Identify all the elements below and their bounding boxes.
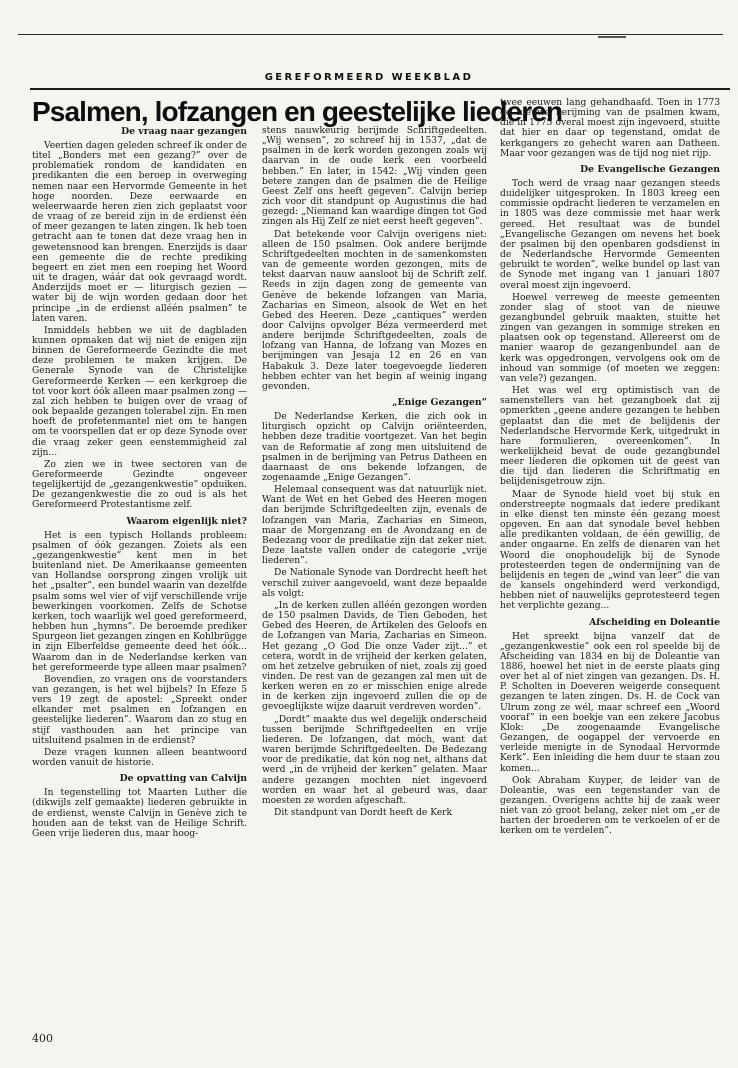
paragraph: In tegenstelling tot Maarten Luther die (dikwijls zelf gemaakte) liederen gebruikte in de erdienst, wenste Calvijn in Genève zich te houden aan de tekst van de Heilige Schrift. Geen vrije liederen dus, maar hoog- [32,788,247,839]
paragraph: Deze vragen kunnen alleen beantwoord worden vanuit de historie. [32,747,247,769]
paragraph: Toch werd de vraag naar gezangen steeds duidelijker uitgesproken. In 1803 kreeg een commissie opdracht liederen te verzamelen en in 1805 was deze commissie met haar werk gereed. Het resultaat was de bundel „Evangelische Gezangen om nevens het boek der psalmen bij den openbaren godsdienst in de Nederlandsche Hervormde Gemeenten gebruikt te worden”, welke bundel op last van de Synode met ingang van 1 januari 1807 overal moest zijn ingevoerd. [500,178,720,291]
paragraph: De Nederlandse Kerken, die zich ook in liturgisch opzicht op Calvijn oriënteerden, hebben deze traditie voortgezet. Van het begin van de Reformatie af zong men uitsluitend de psalmen in de berijming van Petrus Datheen en daarnaast de ons bekende lofzangen, de zogenaamde „Enige Gezangen”. [262,412,487,483]
column-1 [32,126,247,1031]
page-number: 400 [32,1032,53,1045]
paragraph: Zo zien we in twee sectoren van de Gereformeerde Gezindte ongeveer tegelijkertijd de „gezangenkwestie” opduiken. De gezangenkwestie die zo oud is als het Gereformeerd Protestantisme zelf. [32,459,247,511]
top-rule-mark [598,36,626,38]
column-3 [500,98,720,837]
paragraph: Het is een typisch Hollands probleem: psalmen of óók gezangen. Zoiets als een „gezangenkwestie” kent men in het buitenland niet. De Amerikaanse gemeenten van Hollandse oorsprong zingen vrolijk uit het „psalter”, een bundel waarin van dezelfde psalm soms wel vier of vijf verschillende vrije bewerkingen voorkomen. Zelfs de Schotse kerken, toch waarlijk wel goed gereformeerd, hebben hun „hymns”. De beroemde prediker Spurgeon liet gezangen zingen en Kohlbrügge in zijn Elberfeldse gemeente deed het óók... Waarom dan in de Nederlandse kerken van het gereformeerde type alleen maar psalmen? [32,530,247,673]
subheading: De vraag naar gezangen [121,126,247,137]
paragraph: Maar de Synode hield voet bij stuk en onderstreepte nogmaals dat iedere predikant in elke dienst ten minste één gezang moest opgeven. En aan dat synodale bevel hebben alle predikanten voldaan, de één gewillig, de ander ongaarne. En zelfs de dienaren van het Woord die onophoudelijk bij de Synode protesteerden tegen de ondermijning van de belijdenis en tegen de „wind van leer” die van de kansels ongehinderd werd verkondigd, hebben niet of nauwelijks geprotesteerd tegen het verplichte gezang... [500,489,720,612]
paragraph: Het spreekt bijna vanzelf dat de „gezangenkwestie” ook een rol speelde bij de Afscheiding van 1834 en bij de Doleantie van 1886, hoewel het niet in de eerste plaats ging over het al of niet zingen van gezangen. Ds. H. P. Scholten in Doeveren weigerde consequent gezangen te laten zingen. Ds. H. de Cock van Ulrum zong ze wél, maar schreef een „Woord vooraf” in een boekje van een zekere Jacobus Klok: „De zoogenaamde Evangelische Gezangen, de oogappel der vervoerde en verleide menigte in de Synodaal Hervormde Kerk”. Een inleiding die hem duur te staan zou komen... [500,631,720,774]
paragraph: Veertien dagen geleden schreef ik onder de titel „Bonders met een gezang?” over de problematiek rondom de kandidaten en predikanten die een beroep in overweging nemen naar een Hervormde Gemeente in het hoge noorden. Deze eerwaarde en welеerwaarde heren zien zich geplaatst voor de vraag of ze bereid zijn in de erdienst één of meer gezangen te laten zingen. Ik heb toen getracht aan te tonen dat deze vraag hen in gewetensnood kan brengen. Enerzijds is daar een gemeente die de rechte prediking begeert en ziet men een roeping het Woord uit te dragen, wáár dat ook gevraagd wordt. Anderzijds moet er — liturgisch gezien — water bij de wijn worden gedaan door het principe „in de erdienst alléén psalmen” te laten varen. [32,141,247,324]
header-rule [30,88,730,90]
paragraph: Dit standpunt van Dordt heeft de Kerk [274,808,453,818]
paragraph: Helemaal consequent was dat natuurlijk niet. Want de Wet en het Gebed des Heeren mogen dan berijmde Schriftgedeelten zijn, evenals de lofzangen van Maria, Zacharias en Simeon, maar de Morgenzang en de Avondzang en de Bedezang voor de predikatie zijn dat zeker niet. Deze laatste vallen onder de categorie „vrije liederen”. [262,485,487,567]
subheading: De opvatting van Calvijn [119,773,247,785]
column-2 [262,126,487,1031]
paragraph: Dat betekende voor Calvijn overigens niet: alleen de 150 psalmen. Ook andere berijmde Schriftgedeelten mochten in de samenkomsten van de gemeente worden gezongen, mits de tekst daarvan nauw aansloot bij de Schrift zelf. Reeds in zijn dagen zong de gemeente van Genève de bekende lofzangen van Maria, Zacharias en Simeon, alsook de Wet en het Gebed des Heeren. Deze „cantiques” werden door Calvijns opvolger Béza vermeerderd met andere berijmde Schriftgedeelten, zoals de lofzang van Hanna, de lofzang van Mozes en berijmingen van Jesaja 12 en 26 en van Habakuk 3. Deze later toegevoegde liederen hebben echter van het begin af weinig ingang gevonden. [262,229,487,392]
paragraph: Inmiddels hebben we uit de dagbladen kunnen opmaken dat wij niet de enigen zijn binnen de Gereformeerde Gezindte die met deze problemen te maken krijgen. De Generale Synode van de Christelijke Gereformeerde Kerken — een kerkgroep die tot voor kort óók alleen maar psalmen zong — zal zich hebben te buigen over de vraag of ook bepaalde gezangen tolerabel zijn. En men hoeft de profetenmantel niet om te hangen om te voorspellen dat er op deze Synode over die vraag zeker geen eenstemmigheid zal zijn... [32,325,247,458]
subheading: Waarom eigenlijk niet? [126,515,247,527]
article-title: Psalmen, lofzangen en geestelijke liederen [32,96,563,127]
quotation: „In de kerken zullen alléén gezongen worden de 150 psalmen Davids, de Tien Geboden, het Gebed des Heeren, de Artikelen des Geloofs en de Lofzangen van Maria, Zacharias en Simeon. Het gezang „O God Die onze Vader zijt...” et cetera, wordt in de vrijheid der kerken gelaten, om het zetzelve gebruiken of niet, zoals zij goed vinden. De rest van de gezangen zal men uit de kerken weren en zo er misschien enige alrede in de kerken zijn ingevoerd zullen die op de gevoeglijkste wijze daaruit verdreven worden”. [262,600,487,713]
paragraph: Bovendien, zo vragen ons de voorstanders van gezangen, is het wel bijbels? In Efeze 5 vers 19 zegt de apostel: „Spreekt onder elkander met psalmen en lofzangen en geestelijke liederen”. Waarom dan zo stug en stijf vasthouden aan het principe van uitsluitend psalmen in de erdienst? [32,674,247,746]
paragraph: stens nauwkeurig berijmde Schriftgedeelten. „Wij wensen”, zo schreef hij in 1537, „dat de psalmen in de kerk worden gezongen zoals wij daarvan in de oude kerk een voorbeeld hebben.” En later, in 1542: „Wij vinden geen betere zangen dan de psalmen die de Heilige Geest Zelf ons heeft gegeven”. Calvijn beriep zich voor dit standpunt op Augustinus die had gezegd: „Niemand kan waardige dingen tot God zingen als Hij Zelf ze niet eerst heeft gegeven”. [262,126,487,228]
paragraph: Hoewel verreweg de meeste gemeenten zonder slag of stoot van de nieuwe gezangbundel gebruik maakten, stuitte het zingen van gezangen in sommige streken en plaatsen ook op tegenstand. Allereerst om de manier waarop de gezangenbundel aan de kerk was opgedrongen, vervolgens ook om de inhoud van sommige (of moeten we zeggen: van vele?) gezangen. [500,292,720,384]
paragraph: Het was wel erg optimistisch van de samenstellers van het gezangboek dat zij opmerkten „geene andere gezangen te hebben geplaatst dan die met de belijdenis der Nederlandsche Hervormde Kerk, uitgedrukt in hare formulieren, overeenkomen”. In werkelijkheid bevat de oude gezangbundel meer liederen die opkomen uit de geest van die tijd dan liederen die Schriftmatig en belijdenisgetrouw zijn. [500,386,720,488]
paragraph: twee eeuwen lang gehandhaafd. Toen in 1773 de nieuwe berijming van de psalmen kwam, die in 1775 overal moest zijn ingevoerd, stuitte dat hier en daar op tegenstand, omdat de kerkgangers zo gehecht waren aan Datheen. Maar voor gezangen was de tijd nog niet rijp. [500,98,720,159]
paragraph: Ook Abraham Kuyper, de leider van de Doleantie, was een tegenstander van de gezangen. Overigens achtte hij de zaak weer niet van zó groot belang, zeker niet om „er de harten der broederen om te verkoelen of er de kerken om te verdelen”. [500,775,720,837]
paragraph: „Dordt” maakte dus wel degelijk onderscheid tussen berijmde Schriftgedeelten en vrije liederen. De lofzangen, dat móch, want dat waren berijmde Schriftgedeelten. De Bedezang voor de predikatie, dat kón nog net, althans dat werd „in de vrijheid der kerken” gelaten. Maar andere gezangen mochten niet ingevoerd worden en waar het al gebeurd was, daar moesten ze worden afgeschaft. [262,714,487,806]
subheading: De Evangelische Gezangen [580,163,720,175]
running-head: GEREFORMEERD WEEKBLAD [264,72,474,83]
paragraph: De Nationale Synode van Dordrecht heeft het verschil zuiver aangevoeld, want deze bepaalde als volgt: [262,568,487,599]
subheading: Afscheiding en Doleantie [589,616,720,628]
subheading: „Enige Gezangen” [392,397,487,409]
top-rule [18,34,723,35]
